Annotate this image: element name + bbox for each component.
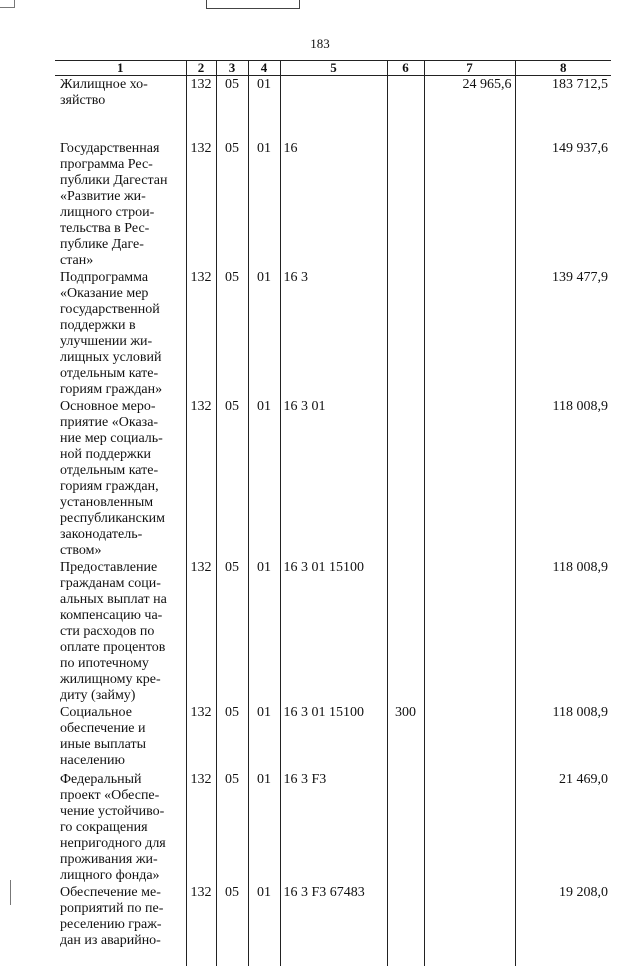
column-header: 1: [55, 61, 186, 76]
gl-code-cell: 132: [186, 884, 216, 966]
row-name-cell: Государственная программа Рес- публики Дагестан «Развитие жи- лищного строи- тельства в Рес- публике Даге- стан»: [55, 140, 186, 269]
table-row: [55, 398, 611, 559]
column-header: 5: [280, 61, 387, 76]
expense-type-cell: [387, 559, 424, 704]
amount-col7-cell: [424, 269, 515, 398]
target-article-cell: 16 3 01: [280, 398, 387, 559]
column-header: 7: [424, 61, 515, 76]
amount-col8-cell: 118 008,9: [515, 704, 611, 771]
table-row: [55, 704, 611, 771]
column-header: 8: [515, 61, 611, 76]
amount-col8-cell: 139 477,9: [515, 269, 611, 398]
target-article-cell: 16 3 01 15100: [280, 704, 387, 771]
expense-type-cell: [387, 140, 424, 269]
row-name-cell: Предоставление гражданам соци- альных выплат на компенсацию ча- сти расходов по оплате процентов по ипотечному жилищному кре- диту (займу): [55, 559, 186, 704]
amount-col8-cell: 118 008,9: [515, 398, 611, 559]
amount-col8-cell: 118 008,9: [515, 559, 611, 704]
row-name-cell: Социальное обеспечение и иные выплаты населению: [55, 704, 186, 771]
amount-col7-cell: [424, 884, 515, 966]
amount-col8-cell: 19 208,0: [515, 884, 611, 966]
expense-type-cell: [387, 269, 424, 398]
subsection-cell: 01: [248, 884, 280, 966]
table-row: [55, 559, 611, 704]
column-header: 2: [186, 61, 216, 76]
table-row: [55, 884, 611, 966]
column-header: 6: [387, 61, 424, 76]
row-name-cell: Основное меро- приятие «Оказа- ние мер социаль- ной поддержки отдельным кате- гориям граждан, установленным республиканским законодатель- ством»: [55, 398, 186, 559]
section-cell: 05: [216, 704, 248, 771]
scan-top-mark: [206, 0, 300, 9]
amount-col8-cell: 149 937,6: [515, 140, 611, 269]
target-article-cell: 16 3 01 15100: [280, 559, 387, 704]
expense-type-cell: [387, 76, 424, 140]
table-row: [55, 140, 611, 269]
amount-col7-cell: [424, 771, 515, 884]
amount-col7-cell: [424, 398, 515, 559]
page-number: 183: [310, 36, 330, 51]
section-cell: 05: [216, 76, 248, 140]
column-header: 4: [248, 61, 280, 76]
target-article-cell: 16 3 F3 67483: [280, 884, 387, 966]
subsection-cell: 01: [248, 771, 280, 884]
amount-col8-cell: 183 712,5: [515, 76, 611, 140]
table-row: [55, 771, 611, 884]
subsection-cell: 01: [248, 398, 280, 559]
table-row: [55, 76, 611, 140]
target-article-cell: [280, 76, 387, 140]
section-cell: 05: [216, 269, 248, 398]
subsection-cell: 01: [248, 76, 280, 140]
row-name-cell: Подпрограмма «Оказание мер государственной поддержки в улучшении жи- лищных условий отдельным кате- гориям граждан»: [55, 269, 186, 398]
section-cell: 05: [216, 771, 248, 884]
subsection-cell: 01: [248, 559, 280, 704]
row-name-cell: Федеральный проект «Обеспе- чение устойчиво- го сокращения непригодного для проживания жи- лищного фонда»: [55, 771, 186, 884]
amount-col7-cell: [424, 559, 515, 704]
subsection-cell: 01: [248, 704, 280, 771]
gl-code-cell: 132: [186, 269, 216, 398]
expense-type-cell: [387, 398, 424, 559]
gl-code-cell: 132: [186, 771, 216, 884]
section-cell: 05: [216, 398, 248, 559]
row-name-cell: Обеспечение ме- роприятий по пе- реселению граж- дан из аварийно-: [55, 884, 186, 966]
gl-code-cell: 132: [186, 398, 216, 559]
section-cell: 05: [216, 140, 248, 269]
gl-code-cell: 132: [186, 559, 216, 704]
amount-col8-cell: 21 469,0: [515, 771, 611, 884]
amount-col7-cell: [424, 140, 515, 269]
gl-code-cell: 132: [186, 704, 216, 771]
expense-type-cell: 300: [387, 704, 424, 771]
expense-type-cell: [387, 884, 424, 966]
subsection-cell: 01: [248, 269, 280, 398]
target-article-cell: 16: [280, 140, 387, 269]
section-cell: 05: [216, 884, 248, 966]
expense-type-cell: [387, 771, 424, 884]
gl-code-cell: 132: [186, 140, 216, 269]
amount-col7-cell: 24 965,6: [424, 76, 515, 140]
target-article-cell: 16 3 F3: [280, 771, 387, 884]
section-cell: 05: [216, 559, 248, 704]
scan-edge-mark: [0, 880, 11, 905]
table-row: [55, 269, 611, 398]
column-header: 3: [216, 61, 248, 76]
budget-table: [55, 60, 611, 966]
target-article-cell: 16 3: [280, 269, 387, 398]
subsection-cell: 01: [248, 140, 280, 269]
amount-col7-cell: [424, 704, 515, 771]
scan-corner-mark: [0, 0, 15, 8]
gl-code-cell: 132: [186, 76, 216, 140]
table-header-row: [55, 61, 611, 76]
row-name-cell: Жилищное хо- зяйство: [55, 76, 186, 140]
